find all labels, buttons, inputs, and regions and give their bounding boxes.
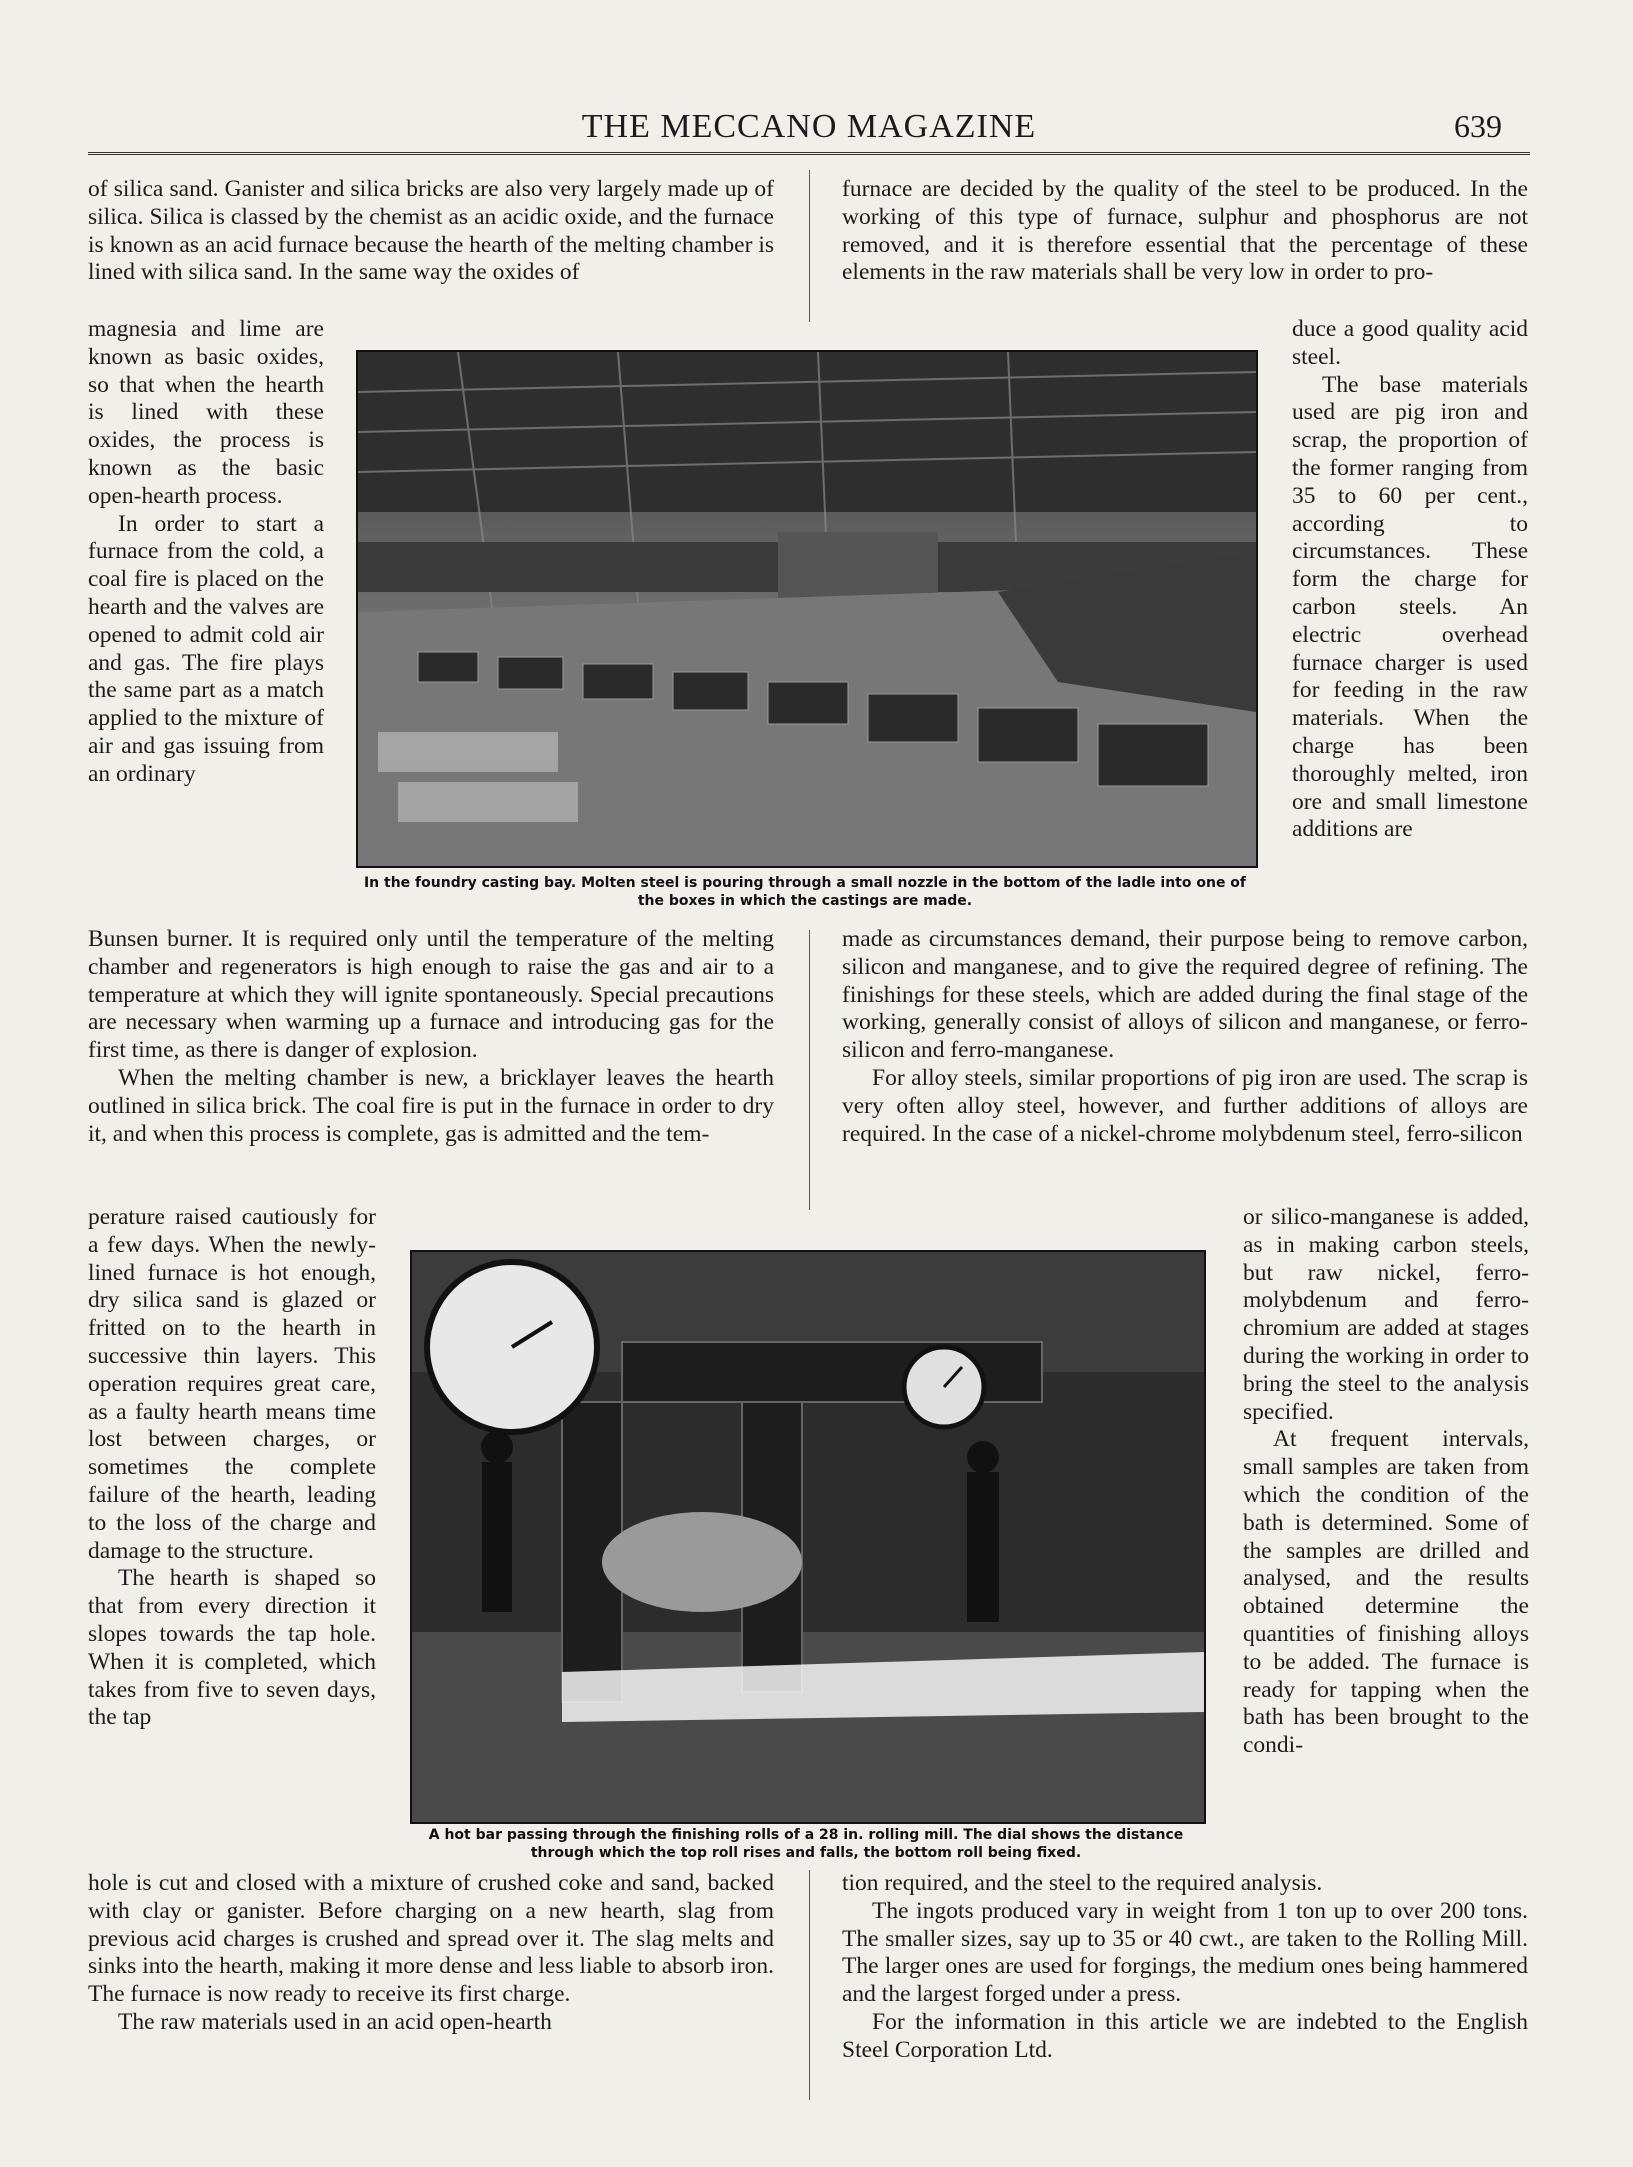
paragraph: or silico-manganese is added, as in making carbon steels, but raw nickel, ferro-molybdenum and ferro-chromium are added at stages during the working in order to bring the steel to the analysis specified. — [1243, 1204, 1529, 1425]
figure-2-caption: A hot bar passing through the finishing rolls of a 28 in. rolling mill. The dial shows the distance through which the top roll rises and falls, the bottom roll being fixed. — [428, 1827, 1184, 1861]
paragraph: For alloy steels, similar proportions of pig iron are used. The scrap is very often alloy steel, however, and further additions of alloys are required. In the case of a nickel-chrome molybdenum steel, ferro-silicon — [842, 1064, 1528, 1147]
col1-top-text — [88, 176, 774, 287]
col1-wrap2-text — [88, 1204, 376, 1732]
paragraph: The ingots produced vary in weight from 1 ton up to over 200 tons. The smaller sizes, say up to 35 or 40 cwt., are taken to the Rolling Mill. The larger ones are used for forgings, the medium ones being hammered and the largest forged under a press. — [842, 1897, 1528, 2008]
col1-bottom-text — [88, 1870, 774, 2037]
paragraph: hole is cut and closed with a mixture of crushed coke and sand, backed with clay or ganister. Before charging on a new hearth, slag from previous acid charges is crushed and spread over it. The slag melts and sinks into the hearth, making it more dense and less liable to absorb iron. The furnace is now ready to receive its first charge. — [88, 1870, 774, 2008]
rolling-mill-illustration — [412, 1252, 1204, 1822]
column-rule-middle — [809, 930, 810, 1210]
col1-mid-text — [88, 926, 774, 1148]
paragraph: perature raised cautiously for a few days. When the newly-lined furnace is hot enough, dry silica sand is glazed or fritted on to the hearth in successive thin layers. This operation requires great care, as a faulty hearth means time lost between charges, or sometimes the complete failure of the hearth, leading to the loss of the charge and damage to the structure. — [88, 1204, 376, 1564]
foundry-casting-bay-photo — [356, 350, 1258, 868]
column-rule-top — [809, 170, 810, 322]
col2-mid-text — [842, 926, 1528, 1148]
paragraph: The raw materials used in an acid open-hearth — [118, 2008, 552, 2035]
paragraph: In order to start a furnace from the cold, a coal fire is placed on the hearth and the valves are opened to admit cold air and gas. The fire plays the same part as a match applied to the mixture of air and gas issuing from an ordinary — [88, 510, 324, 787]
col1-wrap1-text — [88, 316, 324, 789]
col2-top-text — [842, 176, 1528, 287]
page-header — [88, 108, 1530, 155]
paragraph: At frequent intervals, small samples are taken from which the condition of the bath is determined. Some of the samples are drilled and analysed, and the results obtained determine the quantities of finishing alloys to be added. The furnace is ready for tapping when the bath has been brought to the condi- — [1243, 1426, 1529, 1759]
paragraph: tion required, and the steel to the required analysis. — [842, 1870, 1323, 1896]
column-rule-bottom — [809, 1870, 810, 2100]
col2-wrap2-text — [1243, 1204, 1529, 1760]
page-number: 639 — [1454, 108, 1502, 144]
paragraph: Bunsen burner. It is required only until the temperature of the melting chamber and regenerators is high enough to raise the gas and air to a temperature at which they will ignite spontaneously. Special precautions are necessary when warming up a furnace and introducing gas for the first time, as there is danger of explosion. — [88, 926, 774, 1064]
col2-bottom-text — [842, 1870, 1528, 2065]
paragraph: made as circumstances demand, their purpose being to remove carbon, silicon and manganese, and to give the required degree of refining. The finishings for these steels, which are added during the final stage of the working, generally consist of alloys of silicon and manganese, or ferro-silicon and ferro-manganese. — [842, 926, 1528, 1064]
paragraph: The hearth is shaped so that from every direction it slopes towards the tap hole. When it is completed, which takes from five to seven days, the tap — [88, 1565, 376, 1731]
paragraph: magnesia and lime are known as basic oxides, so that when the hearth is lined with these oxides, the process is known as the basic open-hearth process. — [88, 316, 324, 509]
paragraph: For the information in this article we are indebted to the English Steel Corporation Ltd. — [842, 2008, 1528, 2063]
figure-1-caption: In the foundry casting bay. Molten steel is pouring through a small nozzle in the bottom of the ladle into one of the boxes in which the castings are made. — [363, 875, 1247, 909]
rolling-mill-photo — [410, 1250, 1206, 1824]
paragraph: The base materials used are pig iron and scrap, the proportion of the former ranging from 35 to 60 per cent., according to circumstances. These form the charge for carbon steels. An electric overhead furnace charger is used for feeding in the raw materials. When the charge has been thoroughly melted, iron ore and small limestone additions are — [1292, 371, 1528, 843]
paragraph: furnace are decided by the quality of the steel to be produced. In the working of this type of furnace, sulphur and phosphorus are not removed, and it is therefore essential that the percentage of these elements in the raw materials shall be very low in order to pro- — [842, 176, 1528, 286]
foundry-photo-illustration — [358, 352, 1256, 866]
paragraph: duce a good quality acid steel. — [1292, 316, 1528, 370]
col2-wrap1-text — [1292, 316, 1528, 844]
paragraph: of silica sand. Ganister and silica bricks are also very largely made up of silica. Silica is classed by the chemist as an acidic oxide, and the furnace is known as an acid furnace because the hearth of the melting chamber is lined with silica sand. In the same way the oxides of — [88, 176, 774, 286]
magazine-title: THE MECCANO MAGAZINE — [581, 108, 1037, 145]
paragraph: When the melting chamber is new, a bricklayer leaves the hearth outlined in silica brick. The coal fire is put in the furnace in order to dry it, and when this process is complete, gas is admitted and the tem- — [88, 1064, 774, 1147]
